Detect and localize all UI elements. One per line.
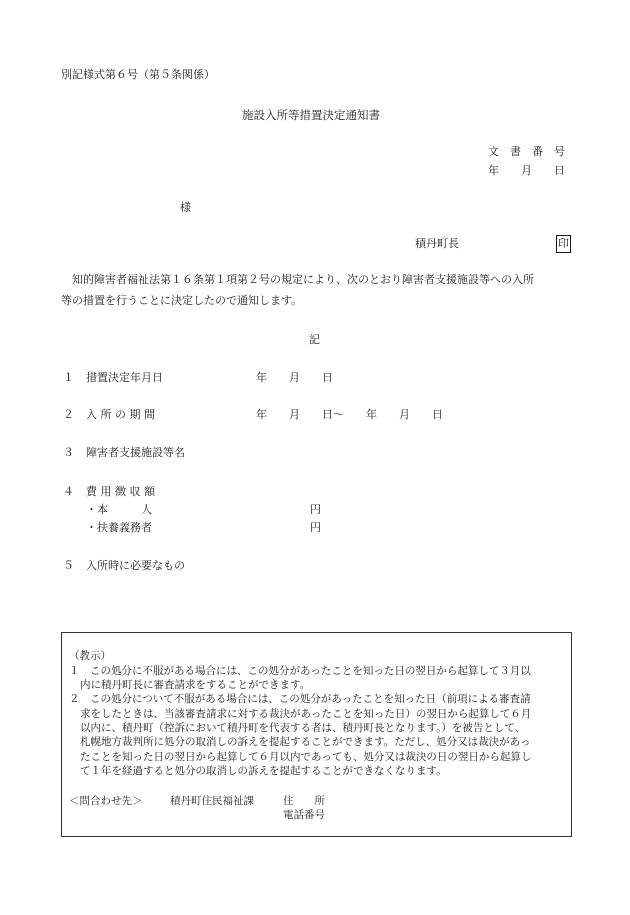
issuer-name: 積丹町長 [415,237,459,250]
item-4-sub1-label: ・本 人 [86,503,152,516]
seal-mark: 印 [556,235,571,253]
contact-phone-label: 電話番号 [283,809,325,821]
item-4-sub1-unit: 円 [310,503,321,516]
item-4-label: 費 用 徴 収 額 [86,485,155,498]
instruction-p1-line1: １ この処分に不服がある場合には、この処分があったことを知った日の翌日から起算して３月以 [69,665,531,677]
instruction-p2-line3: 以内に、積丹町（控訴において積丹町を代表する者は、積丹町長となります。）を被告として、 [80,722,526,734]
form-number: 別記様式第６号（第５条関係） [61,68,215,81]
item-2-value: 年 月 日～ 年 月 日 [256,408,443,421]
instruction-p1-line2: 内に積丹町長に審査請求をすることができます。 [80,679,311,691]
item-5-label: 入所時に必要なもの [86,559,185,572]
instruction-p2-line1: ２ この処分について不服がある場合には、この処分があったことを知った日（前項による審査請 [69,693,531,705]
item-3-label: 障害者支援施設等名 [86,446,185,459]
addressee-suffix: 様 [180,201,191,214]
instruction-p2-line2: 求をしたときは、当該審査請求に対する裁決があったことを知った日）の翌日から起算して６月 [80,708,532,720]
contact-address-label: 住 所 [283,795,325,807]
item-4-sub2-label: ・扶養義務者 [86,521,152,534]
item-4-number: ４ [63,485,74,498]
contact-label: ＜問合わせ先＞ [69,795,143,807]
item-5-number: ５ [63,559,74,572]
item-1-number: １ [63,371,74,384]
instruction-p2-line6: て１年を経過すると処分の取消しの訴えを提起することができなくなります。 [80,765,447,777]
date-line: 年 月 日 [488,164,565,177]
item-1-value: 年 月 日 [256,371,333,384]
item-3-number: ３ [63,446,74,459]
instruction-box [61,632,572,837]
ki-heading: 記 [309,333,320,346]
document-number-label: 文 書 番 号 [488,145,565,158]
instruction-p2-line5: たことを知った日の翌日から起算して６月以内であっても、処分又は裁決の日の翌日から起算し [80,751,532,763]
instruction-p2-line4: 札幌地方裁判所に処分の取消しの訴えを提起することができます。ただし、処分又は裁決があっ [80,736,531,748]
page-title: 施設入所等措置決定通知書 [242,108,380,122]
item-1-label: 措置決定年月日 [86,371,163,384]
contact-department: 積丹町住民福祉課 [170,795,254,807]
body-text-line1: 知的障害者福祉法第１６条第１項第２号の規定により、次のとおり障害者支援施設等への入所 [72,273,534,286]
instruction-heading: （教示） [69,650,111,662]
item-4-sub2-unit: 円 [310,521,321,534]
item-2-label: 入 所 の 期 間 [86,408,155,421]
body-text-line2: 等の措置を行うことに決定したので通知します。 [61,294,303,307]
item-2-number: ２ [63,408,74,421]
